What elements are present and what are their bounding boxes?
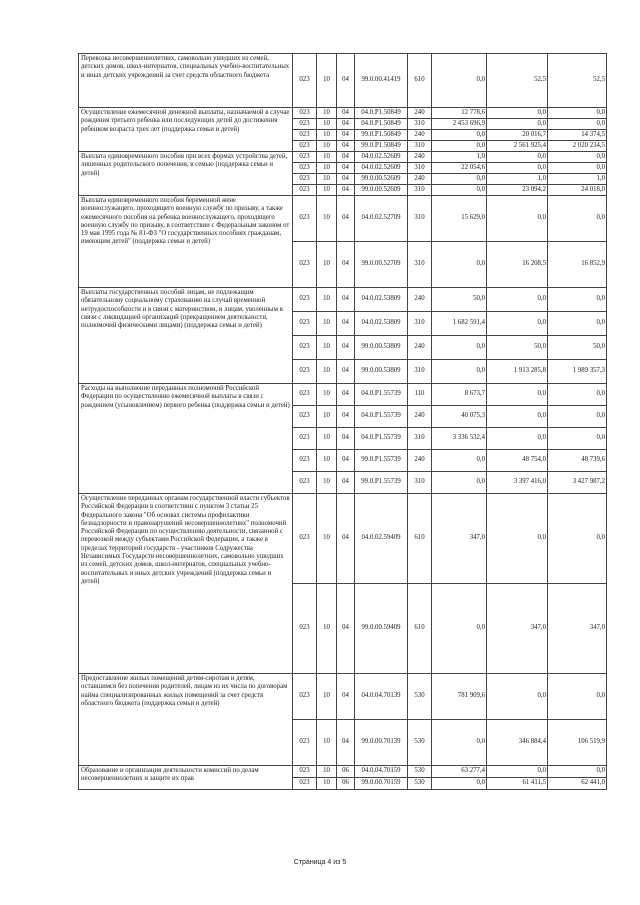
cell-value-2: 0,0: [487, 119, 548, 130]
table-row: [79, 152, 607, 163]
cell-vr: 610: [408, 494, 432, 584]
cell-value-1: 0,0: [432, 720, 487, 766]
cell-value-2: 0,0: [487, 674, 548, 720]
cell-gr: 023: [293, 163, 317, 174]
cell-gr: 023: [293, 196, 317, 242]
cell-value-2: 0,0: [487, 163, 548, 174]
cell-value-2: 2 561 925,4: [487, 141, 548, 152]
cell-value-3: 1,0: [548, 174, 607, 185]
cell-pr: 04: [337, 494, 355, 584]
cell-csr: 99.0.00.53809: [355, 360, 408, 384]
cell-value-1: 63 277,4: [432, 766, 487, 778]
cell-value-3: 62 441,0: [548, 778, 607, 790]
cell-vr: 530: [408, 766, 432, 778]
cell-value-1: 0,0: [432, 472, 487, 494]
cell-rz: 10: [317, 130, 337, 141]
cell-value-3: 0,0: [548, 406, 607, 428]
cell-rz: 10: [317, 384, 337, 406]
cell-value-3: 14 374,5: [548, 130, 607, 141]
cell-value-3: 3 427 987,2: [548, 472, 607, 494]
budget-table: [78, 53, 607, 790]
cell-pr: 04: [337, 196, 355, 242]
cell-rz: 10: [317, 196, 337, 242]
cell-pr: 04: [337, 312, 355, 336]
cell-value-3: 0,0: [548, 196, 607, 242]
cell-value-3: 0,0: [548, 163, 607, 174]
cell-value-1: 0,0: [432, 130, 487, 141]
cell-value-1: 0,0: [432, 360, 487, 384]
cell-rz: 10: [317, 450, 337, 472]
cell-rz: 10: [317, 119, 337, 130]
cell-rz: 10: [317, 54, 337, 108]
row-description: Осуществление переданных органам государственной власти субъектов Российской Федерации в соответствии с пунктом 3 статьи 25 Федерального закона "Об основах системы профилактики безнадзорности и правонарушений несовершеннолетних" полномочий Российской Федерации по осуществлению деятельности, связанной с перевозкой между субъектами Российской Федерации, а также в пределах территорий государств - участников Содружества Независимых Государств несовершеннолетних, самовольно ушедших из семей, детских домов, школ-интернатов, специальных учебно-воспитательных и иных детских учреждений (поддержка семьи и детей): [79, 494, 293, 674]
cell-vr: 240: [408, 288, 432, 312]
cell-value-1: 2 453 696,9: [432, 119, 487, 130]
cell-vr: 110: [408, 384, 432, 406]
cell-csr: 99.0.00.52609: [355, 185, 408, 196]
cell-vr: 310: [408, 472, 432, 494]
cell-gr: 023: [293, 174, 317, 185]
table-row: [79, 196, 607, 242]
cell-csr: 04.0.04.70139: [355, 674, 408, 720]
cell-rz: 10: [317, 360, 337, 384]
cell-rz: 10: [317, 428, 337, 450]
cell-csr: 04.0.P1.50849: [355, 119, 408, 130]
cell-csr: 99.0.00.53809: [355, 336, 408, 360]
cell-value-2: 50,0: [487, 336, 548, 360]
cell-vr: 310: [408, 185, 432, 196]
cell-gr: 023: [293, 185, 317, 196]
cell-pr: 04: [337, 130, 355, 141]
row-description: Образование и организация деятельности комиссий по делам несовершеннолетних и защите их прав: [79, 766, 293, 790]
cell-csr: 99.0.P1.50849: [355, 141, 408, 152]
cell-gr: 023: [293, 406, 317, 428]
cell-value-3: 347,0: [548, 584, 607, 674]
cell-value-2: 61 411,5: [487, 778, 548, 790]
cell-value-2: 0,0: [487, 384, 548, 406]
cell-gr: 023: [293, 360, 317, 384]
cell-value-3: 0,0: [548, 108, 607, 119]
row-description: Выплата единовременного пособия беременной жене военнослужащего, проходящего военную службу по призыву, а также ежемесячного пособия на ребенка военнослужащего, проходящего военную службу по призыву, в соответствии с Федеральным законом от 19 мая 1995 года № 81-ФЗ "О государственных пособиях гражданам, имеющим детей" (поддержка семьи и детей): [79, 196, 293, 288]
cell-gr: 023: [293, 674, 317, 720]
cell-value-3: 50,0: [548, 336, 607, 360]
cell-vr: 240: [408, 174, 432, 185]
cell-gr: 023: [293, 312, 317, 336]
cell-csr: 99.0.P1.50849: [355, 130, 408, 141]
cell-vr: 310: [408, 119, 432, 130]
cell-value-2: 0,0: [487, 312, 548, 336]
cell-value-3: 0,0: [548, 674, 607, 720]
cell-rz: 10: [317, 163, 337, 174]
cell-value-3: 1 989 357,3: [548, 360, 607, 384]
cell-rz: 10: [317, 406, 337, 428]
cell-gr: 023: [293, 766, 317, 778]
row-description: Предоставление жилых помещений детям-сиротам и детям, оставшимся без попечения родителей, лицам из их числа по договорам найма специализированных жилых помещений за счет средств областного бюджета (поддержка семьи и детей): [79, 674, 293, 766]
cell-value-1: 0,0: [432, 450, 487, 472]
cell-value-2: 0,0: [487, 766, 548, 778]
cell-csr: 99.0.00.70139: [355, 720, 408, 766]
cell-pr: 06: [337, 778, 355, 790]
cell-rz: 10: [317, 720, 337, 766]
cell-pr: 04: [337, 163, 355, 174]
cell-value-1: 347,0: [432, 494, 487, 584]
cell-rz: 10: [317, 584, 337, 674]
cell-value-3: 48 739,6: [548, 450, 607, 472]
cell-value-3: 0,0: [548, 428, 607, 450]
cell-gr: 023: [293, 119, 317, 130]
cell-vr: 310: [408, 141, 432, 152]
cell-csr: 04.0.02.59409: [355, 494, 408, 584]
cell-vr: 310: [408, 163, 432, 174]
cell-value-1: 0,0: [432, 778, 487, 790]
cell-pr: 04: [337, 384, 355, 406]
cell-value-2: 0,0: [487, 406, 548, 428]
cell-gr: 023: [293, 720, 317, 766]
cell-value-2: 1,0: [487, 174, 548, 185]
cell-gr: 023: [293, 778, 317, 790]
cell-value-3: 0,0: [548, 312, 607, 336]
cell-pr: 04: [337, 141, 355, 152]
cell-csr: 99.0.P1.55739: [355, 472, 408, 494]
cell-value-2: 48 754,0: [487, 450, 548, 472]
table-row: [79, 288, 607, 312]
cell-csr: 04.0.P1.50849: [355, 108, 408, 119]
cell-rz: 10: [317, 472, 337, 494]
cell-gr: 023: [293, 336, 317, 360]
cell-vr: 610: [408, 54, 432, 108]
cell-value-3: 24 018,0: [548, 185, 607, 196]
cell-rz: 10: [317, 674, 337, 720]
cell-value-1: 0,0: [432, 174, 487, 185]
cell-value-1: 12 778,6: [432, 108, 487, 119]
cell-value-1: 50,0: [432, 288, 487, 312]
cell-pr: 04: [337, 450, 355, 472]
cell-csr: 99.0.00.59409: [355, 584, 408, 674]
cell-vr: 530: [408, 674, 432, 720]
cell-vr: 240: [408, 450, 432, 472]
cell-vr: 530: [408, 778, 432, 790]
cell-gr: 023: [293, 54, 317, 108]
cell-value-1: 0,0: [432, 242, 487, 288]
cell-gr: 023: [293, 152, 317, 163]
cell-value-3: 52,5: [548, 54, 607, 108]
cell-value-1: 0,0: [432, 584, 487, 674]
cell-pr: 04: [337, 152, 355, 163]
cell-csr: 99.0.P1.55739: [355, 450, 408, 472]
cell-csr: 04.0.P1.55739: [355, 406, 408, 428]
cell-value-2: 23 094,2: [487, 185, 548, 196]
cell-gr: 023: [293, 141, 317, 152]
page-footer: Страница 4 из 5: [293, 859, 347, 866]
cell-gr: 023: [293, 242, 317, 288]
cell-csr: 99.0.00.70159: [355, 778, 408, 790]
table-row: [79, 108, 607, 119]
cell-pr: 04: [337, 720, 355, 766]
cell-value-2: 0,0: [487, 428, 548, 450]
cell-value-1: 0,0: [432, 141, 487, 152]
cell-pr: 04: [337, 360, 355, 384]
cell-value-2: 0,0: [487, 108, 548, 119]
cell-rz: 10: [317, 108, 337, 119]
cell-value-1: 40 075,3: [432, 406, 487, 428]
cell-value-3: 0,0: [548, 766, 607, 778]
cell-value-1: 1,0: [432, 152, 487, 163]
cell-value-2: 52,5: [487, 54, 548, 108]
cell-pr: 04: [337, 108, 355, 119]
cell-pr: 04: [337, 406, 355, 428]
cell-rz: 10: [317, 141, 337, 152]
cell-value-2: 347,0: [487, 584, 548, 674]
cell-vr: 240: [408, 336, 432, 360]
row-description: Перевозка несовершеннолетних, самовольно ушедших из семей, детских домов, школ-интернатов, специальных учебно-воспитательных и иных детских учреждений за счет средств областного бюджета: [79, 54, 293, 108]
row-description: Выплаты государственных пособий лицам, не подлежащим обязательному социальному страхованию на случай временной нетрудоспособности и в связи с материнством, и лицам, уволенным в связи с ликвидацией организаций (прекращением деятельности, полномочий физическими лицами) (поддержка семьи и детей): [79, 288, 293, 384]
cell-value-1: 1 682 591,4: [432, 312, 487, 336]
cell-value-1: 15 629,0: [432, 196, 487, 242]
cell-value-3: 16 852,9: [548, 242, 607, 288]
table-row: [79, 766, 607, 778]
cell-value-1: 781 909,6: [432, 674, 487, 720]
cell-vr: 310: [408, 242, 432, 288]
cell-vr: 310: [408, 196, 432, 242]
cell-value-1: 0,0: [432, 54, 487, 108]
cell-pr: 04: [337, 242, 355, 288]
cell-rz: 10: [317, 174, 337, 185]
cell-pr: 04: [337, 674, 355, 720]
cell-csr: 99.0.00.52709: [355, 242, 408, 288]
cell-csr: 99.0.00.52609: [355, 174, 408, 185]
cell-rz: 10: [317, 778, 337, 790]
cell-rz: 10: [317, 312, 337, 336]
cell-value-3: 0,0: [548, 152, 607, 163]
cell-pr: 04: [337, 185, 355, 196]
cell-gr: 023: [293, 130, 317, 141]
cell-value-1: 0,0: [432, 336, 487, 360]
cell-value-3: 0,0: [548, 494, 607, 584]
cell-value-2: 1 913 285,8: [487, 360, 548, 384]
cell-pr: 04: [337, 119, 355, 130]
cell-value-1: 3 336 532,4: [432, 428, 487, 450]
cell-csr: 04.0.04.70159: [355, 766, 408, 778]
cell-rz: 10: [317, 336, 337, 360]
cell-rz: 10: [317, 152, 337, 163]
cell-value-2: 16 208,5: [487, 242, 548, 288]
cell-csr: 04.0.P1.55739: [355, 384, 408, 406]
cell-value-2: 3 397 416,0: [487, 472, 548, 494]
cell-value-2: 346 884,4: [487, 720, 548, 766]
cell-value-3: 106 519,9: [548, 720, 607, 766]
cell-value-3: 0,0: [548, 288, 607, 312]
cell-value-3: 0,0: [548, 119, 607, 130]
cell-vr: 310: [408, 360, 432, 384]
cell-gr: 023: [293, 384, 317, 406]
cell-pr: 04: [337, 54, 355, 108]
cell-gr: 023: [293, 288, 317, 312]
cell-pr: 04: [337, 584, 355, 674]
table-row: [79, 674, 607, 720]
cell-csr: 04.0.02.53809: [355, 312, 408, 336]
cell-gr: 023: [293, 472, 317, 494]
cell-value-2: 20 016,7: [487, 130, 548, 141]
cell-csr: 04.0.P1.55739: [355, 428, 408, 450]
cell-pr: 04: [337, 472, 355, 494]
cell-csr: 99.0.00.41419: [355, 54, 408, 108]
table-row: [79, 384, 607, 406]
cell-rz: 10: [317, 288, 337, 312]
cell-value-1: 8 673,7: [432, 384, 487, 406]
row-description: Расходы на выполнение переданных полномочий Российской Федерации по осуществлению ежемесячной выплаты в связи с рождением (усыновлением) первого ребенка (поддержка семьи и детей): [79, 384, 293, 494]
cell-vr: 240: [408, 152, 432, 163]
cell-value-3: 0,0: [548, 384, 607, 406]
table-row: [79, 494, 607, 584]
cell-gr: 023: [293, 428, 317, 450]
cell-pr: 04: [337, 428, 355, 450]
cell-value-1: 0,0: [432, 185, 487, 196]
cell-pr: 06: [337, 766, 355, 778]
cell-value-1: 22 054,6: [432, 163, 487, 174]
cell-vr: 310: [408, 428, 432, 450]
cell-csr: 04.0.02.52609: [355, 152, 408, 163]
cell-vr: 240: [408, 108, 432, 119]
cell-value-2: 0,0: [487, 494, 548, 584]
cell-gr: 023: [293, 494, 317, 584]
cell-value-3: 2 020 234,5: [548, 141, 607, 152]
cell-rz: 10: [317, 494, 337, 584]
cell-vr: 610: [408, 584, 432, 674]
cell-pr: 04: [337, 288, 355, 312]
cell-rz: 10: [317, 242, 337, 288]
cell-vr: 310: [408, 312, 432, 336]
cell-vr: 530: [408, 720, 432, 766]
row-description: Выплата единовременного пособия при всех формах устройства детей, лишенных родительского попечения, в семью (поддержка семьи и детей): [79, 152, 293, 196]
cell-rz: 10: [317, 766, 337, 778]
cell-csr: 04.0.02.52609: [355, 163, 408, 174]
cell-value-2: 0,0: [487, 152, 548, 163]
cell-gr: 023: [293, 584, 317, 674]
cell-gr: 023: [293, 450, 317, 472]
cell-gr: 023: [293, 108, 317, 119]
cell-vr: 240: [408, 406, 432, 428]
cell-rz: 10: [317, 185, 337, 196]
cell-pr: 04: [337, 336, 355, 360]
cell-value-2: 0,0: [487, 196, 548, 242]
cell-csr: 04.0.02.53809: [355, 288, 408, 312]
row-description: Осуществление ежемесячной денежной выплаты, назначаемой в случае рождения третьего ребенка или последующих детей до достижения ребенком возраста трех лет (поддержка семьи и детей): [79, 108, 293, 152]
cell-vr: 240: [408, 130, 432, 141]
cell-pr: 04: [337, 174, 355, 185]
cell-value-2: 0,0: [487, 288, 548, 312]
cell-csr: 04.0.02.52709: [355, 196, 408, 242]
table-row: [79, 54, 607, 108]
